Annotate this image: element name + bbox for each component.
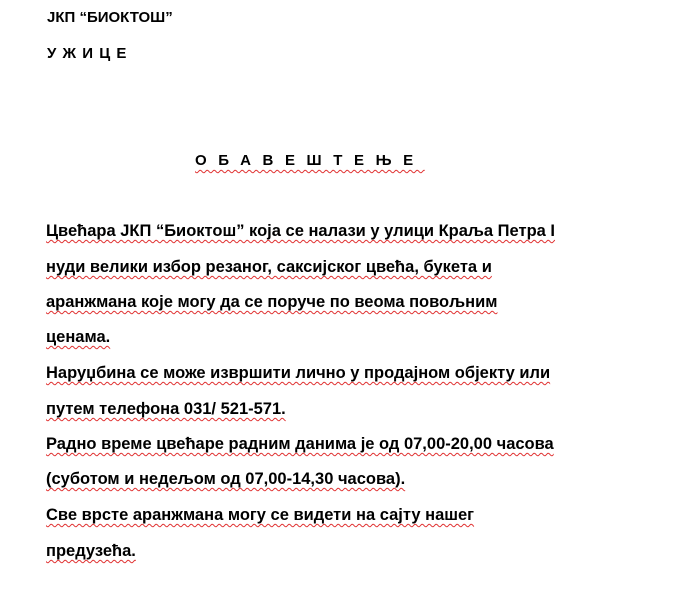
body-line-1 <box>46 222 555 241</box>
body-line-4 <box>46 328 110 347</box>
body-line-5 <box>46 364 550 383</box>
city-name: УЖИЦЕ <box>47 45 133 62</box>
body-line-3-text: аранжмана које могу да се поруче по веома повољним <box>46 293 498 311</box>
body-line-3 <box>46 293 497 312</box>
notice-title-text: ОБАВЕШТЕЊЕ <box>195 152 425 169</box>
body-line-5-text: Наруџбина се може извршити лично у продајном објекту или <box>46 364 551 382</box>
body-line-6 <box>46 400 286 419</box>
notice-title <box>195 152 425 169</box>
body-line-7 <box>46 435 554 454</box>
body-line-2-text: нуди велики избор резаног, саксијског цвећа, букета и <box>46 258 492 276</box>
body-line-2 <box>46 258 492 277</box>
organization-name: ЈКП “БИОКТОШ” <box>47 9 173 26</box>
body-line-1-text: Цвећара ЈКП “Биоктош” која се налази у улици Краља Петра I <box>46 222 556 240</box>
body-line-9-text: Све врсте аранжмана могу се видети на сајту нашег <box>46 506 475 524</box>
body-line-6-text: путем телефона 031/ 521-571. <box>46 400 286 418</box>
body-line-8 <box>46 470 405 489</box>
body-line-10-text: предузећа. <box>46 542 136 560</box>
body-line-8-text: (суботом и недељом од 07,00-14,30 часова). <box>46 470 406 488</box>
body-line-9 <box>46 506 474 525</box>
body-line-4-text: ценама. <box>46 328 111 346</box>
body-line-10 <box>46 542 136 561</box>
body-line-7-text: Радно време цвећаре радним данима је од 07,00-20,00 часова <box>46 435 554 453</box>
